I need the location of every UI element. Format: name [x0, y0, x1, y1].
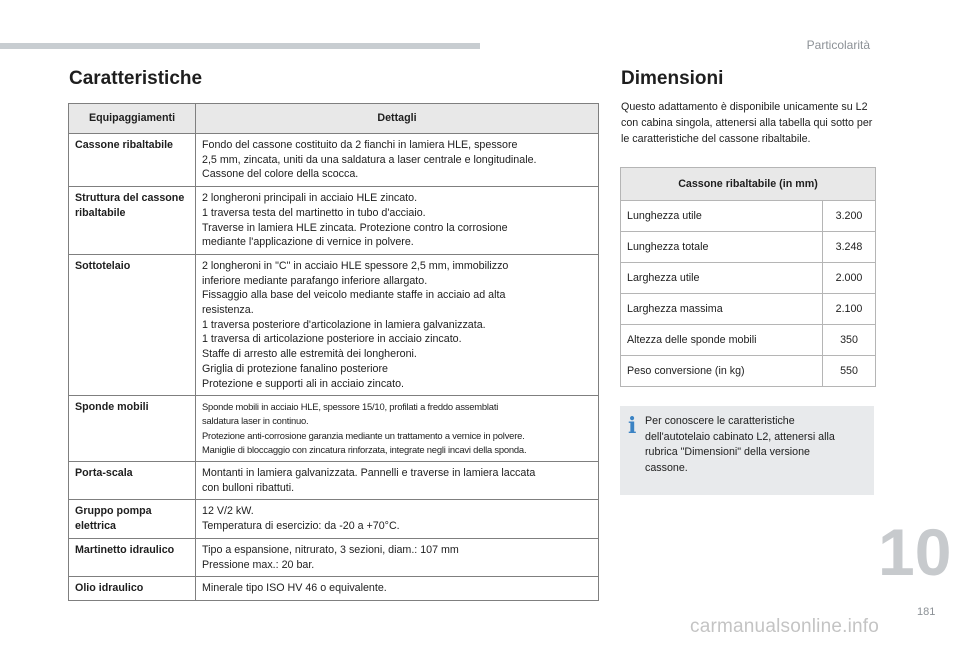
detail-line: Pressione max.: 20 bar.: [202, 558, 315, 571]
column-header-details: Dettagli: [196, 104, 599, 134]
dimension-row: [621, 356, 876, 387]
detail-line: resistenza.: [202, 304, 254, 317]
page-number: 181: [917, 606, 936, 618]
detail-line: 1 traversa testa del martinetto in tubo d'acciaio.: [202, 206, 426, 219]
dimensions-header-row: [621, 168, 876, 201]
equipment-details: [196, 538, 599, 576]
characteristics-title: Caratteristiche: [69, 68, 203, 89]
detail-line: Tipo a espansione, nitrurato, 3 sezioni, diam.: 107 mm: [202, 543, 459, 556]
dimension-row: [621, 232, 876, 263]
detail-line: Griglia di protezione fanalino posteriore: [202, 362, 388, 375]
dimension-label: Larghezza massima: [621, 294, 823, 325]
table-row: [69, 134, 599, 187]
equipment-label: Martinetto idraulico: [69, 538, 196, 576]
dimensions-table-title: Cassone ribaltabile (in mm): [621, 168, 876, 201]
dimension-row: [621, 325, 876, 356]
equipment-details: [196, 500, 599, 538]
detail-line: Staffe di arresto alle estremità dei longheroni.: [202, 348, 417, 361]
column-header-equipment: Equipaggiamenti: [69, 104, 196, 134]
detail-line: Maniglie di bloccaggio con zincatura rinforzata, integrate negli incavi della sponda.: [202, 443, 527, 455]
detail-line: Fissaggio alla base del veicolo mediante staffe in acciaio ad alta: [202, 289, 506, 302]
table-row: [69, 500, 599, 538]
dimensions-intro: Questo adattamento è disponibile unicamente su L2 con cabina singola, attenersi alla tabella qui sotto per le caratteristiche del cassone ribaltabile.: [621, 101, 873, 145]
detail-line: Temperatura di esercizio: da -20 a +70°C.: [202, 520, 400, 533]
dimension-value: 550: [823, 356, 876, 387]
equipment-details: [196, 187, 599, 255]
table-row: [69, 577, 599, 601]
equipment-label: Olio idraulico: [69, 577, 196, 601]
watermark: carmanualsonline.info: [690, 616, 880, 637]
dimension-label: Lunghezza totale: [621, 232, 823, 263]
dimensions-title: Dimensioni: [621, 68, 724, 89]
dimension-label: Larghezza utile: [621, 263, 823, 294]
section-label: Particolarità: [806, 38, 870, 52]
characteristics-table: [68, 103, 599, 601]
table-header-row: [69, 104, 599, 134]
dimension-value: 2.000: [823, 263, 876, 294]
detail-line: Minerale tipo ISO HV 46 o equivalente.: [202, 582, 387, 595]
dimension-value: 350: [823, 325, 876, 356]
detail-line: con bulloni ribattuti.: [202, 481, 295, 494]
equipment-details: [196, 254, 599, 395]
detail-line: 1 traversa di articolazione posteriore in acciaio zincato.: [202, 333, 462, 346]
dimension-label: Altezza delle sponde mobili: [621, 325, 823, 356]
equipment-label: Porta-scala: [69, 462, 196, 500]
detail-line: Montanti in lamiera galvanizzata. Pannelli e traverse in lamiera laccata: [202, 467, 536, 480]
equipment-label: Cassone ribaltabile: [69, 134, 196, 187]
table-row: [69, 538, 599, 576]
dimension-label: Peso conversione (in kg): [621, 356, 823, 387]
equipment-details: [196, 396, 599, 462]
equipment-label: Struttura del cassone ribaltabile: [69, 187, 196, 255]
table-row: [69, 254, 599, 395]
equipment-details: [196, 462, 599, 500]
detail-line: Traverse in lamiera HLE zincata. Protezione contro la corrosione: [202, 221, 508, 234]
detail-line: Cassone del colore della scocca.: [202, 168, 359, 181]
table-row: [69, 187, 599, 255]
equipment-details: [196, 577, 599, 601]
equipment-label: Gruppo pompa elettrica: [69, 500, 196, 538]
detail-line: 2 longheroni principali in acciaio HLE zincato.: [202, 192, 418, 205]
detail-line: mediante l'applicazione di vernice in polvere.: [202, 236, 414, 249]
detail-line: Sponde mobili in acciaio HLE, spessore 15/10, profilati a freddo assemblati: [202, 401, 499, 413]
detail-line: 2,5 mm, zincata, uniti da una saldatura a laser centrale e longitudinale.: [202, 153, 537, 166]
info-note: [620, 406, 874, 495]
dimension-value: 3.200: [823, 201, 876, 232]
dimensions-table: [620, 167, 876, 387]
detail-line: inferiore mediante parafango inferiore allargato.: [202, 274, 428, 287]
dimension-label: Lunghezza utile: [621, 201, 823, 232]
dimension-value: 3.248: [823, 232, 876, 263]
equipment-label: Sponde mobili: [69, 396, 196, 462]
detail-line: Protezione anti-corrosione garanzia mediante un trattamento a vernice in polvere.: [202, 429, 525, 441]
dimension-value: 2.100: [823, 294, 876, 325]
detail-line: 2 longheroni in "C" in acciaio HLE spessore 2,5 mm, immobilizzo: [202, 259, 509, 272]
dimension-row: [621, 263, 876, 294]
equipment-label: Sottotelaio: [69, 254, 196, 395]
table-row: [69, 396, 599, 462]
equipment-details: [196, 134, 599, 187]
detail-line: Fondo del cassone costituito da 2 fianchi in lamiera HLE, spessore: [202, 139, 518, 151]
info-icon: i: [628, 413, 637, 439]
info-note-text: Per conoscere le caratteristiche dell'autotelaio cabinato L2, attenersi alla rubrica "Dimensioni" della versione cassone.: [645, 415, 835, 474]
detail-line: Protezione e supporti ali in acciaio zincato.: [202, 377, 404, 390]
detail-line: 1 traversa posteriore d'articolazione in lamiera galvanizzata.: [202, 318, 486, 331]
detail-line: saldatura laser in continuo.: [202, 415, 309, 427]
dimension-row: [621, 294, 876, 325]
dimension-row: [621, 201, 876, 232]
table-row: [69, 462, 599, 500]
detail-line: 12 V/2 kW.: [202, 505, 254, 518]
top-bar: [0, 43, 480, 49]
chapter-number: 10: [878, 515, 952, 589]
